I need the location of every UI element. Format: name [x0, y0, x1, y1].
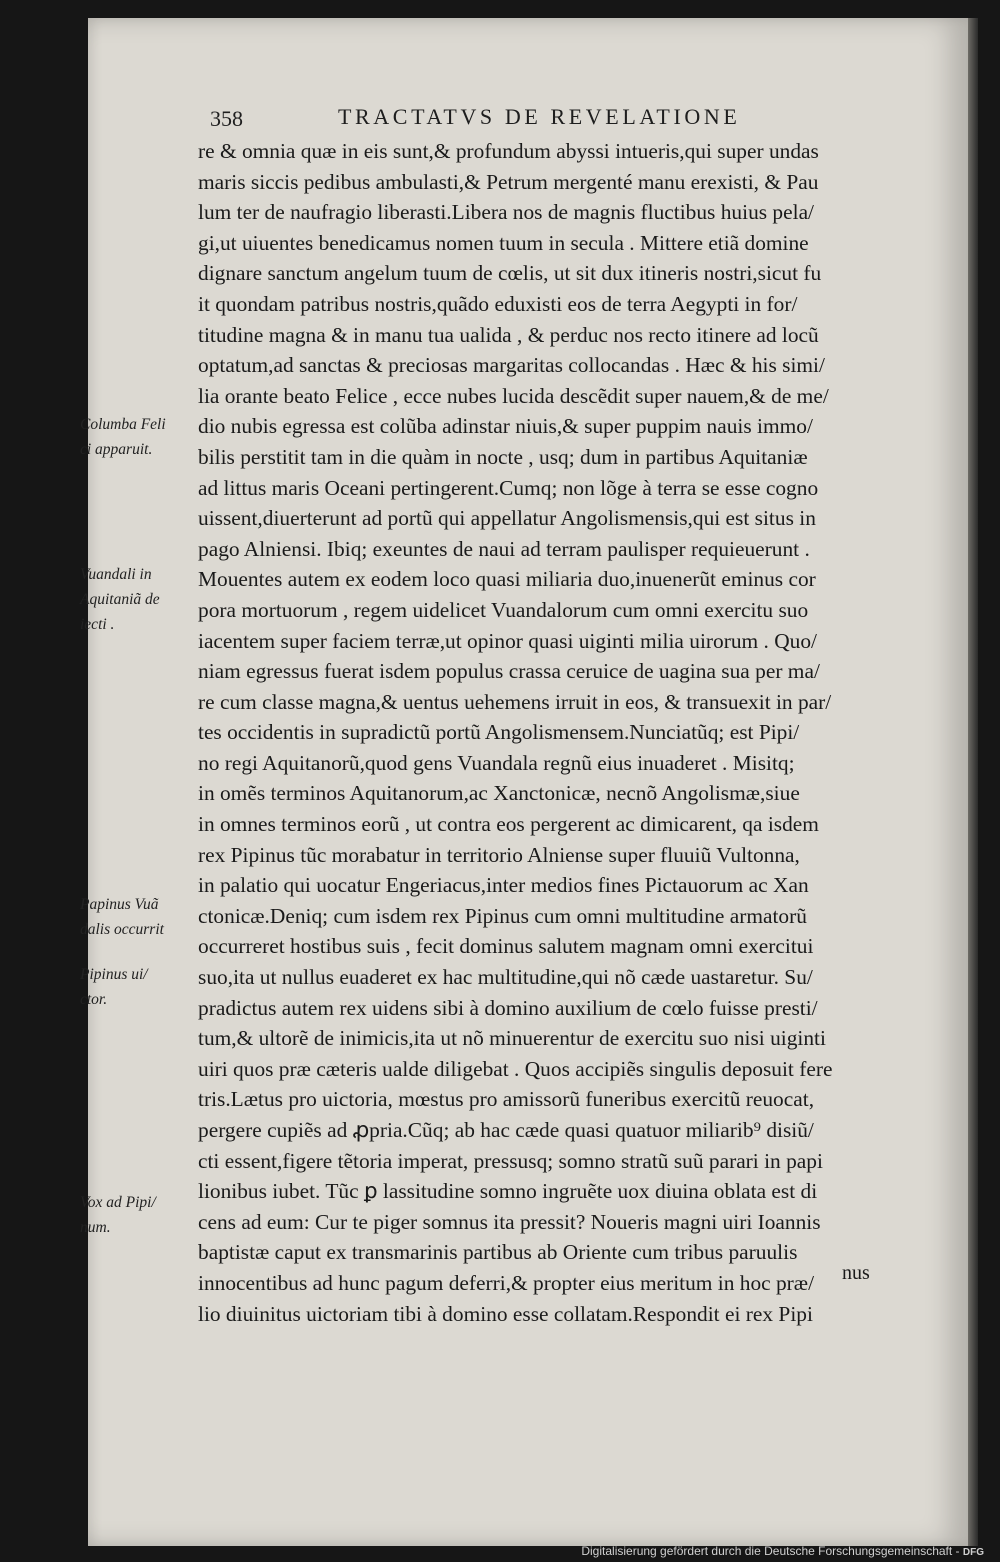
text-line: iacentem super faciem terræ,ut opinor quasi uiginti milia uirorum . Quo/ — [198, 628, 817, 653]
text-line: cti essent,figere tẽtoria imperat, pressusq; somno stratũ suũ parari in papi — [198, 1148, 823, 1173]
text-line: innocentibus ad hunc pagum deferri,& propter eius meritum in hoc præ/ — [198, 1270, 815, 1295]
text-line: bilis perstitit tam in die quàm in nocte , usq; dum in partibus Aquitaniæ — [198, 444, 808, 469]
marginal-note-vuandali — [80, 562, 192, 637]
page-edge-shadow — [968, 18, 978, 1546]
text-line: pora mortuorum , regem uidelicet Vuandalorum cum omni exercitu suo — [198, 597, 809, 622]
text-line: in omnes terminos eorũ , ut contra eos pergerent ac dimicarent, qa isdem — [198, 812, 819, 837]
marginal-note-line: Columba Feli — [80, 416, 166, 433]
text-line: lio diuinitus uictoriam tibi à domino esse collatam.Respondit ei rex Pipi — [198, 1301, 813, 1326]
marginal-note-line: Vuandali in — [80, 566, 152, 583]
dfg-logo: DFG — [962, 1547, 984, 1558]
text-line: Mouentes autem ex eodem loco quasi miliaria duo,inuenerũt eminus cor — [198, 567, 816, 592]
text-line: dio nubis egressa est colũba adinstar niuis,& super puppim nauis immo/ — [198, 414, 813, 439]
text-line: dignare sanctum angelum tuum de cœlis, ut sit dux itineris nostri,sicut fu — [198, 261, 822, 286]
marginal-note-line: iecti . — [80, 616, 115, 633]
marginal-note-pipinus-victor — [80, 962, 192, 1012]
text-line: tris.Lætus pro uictoria, mœstus pro amissorũ funeribus exercitũ reuocat, — [198, 1087, 815, 1112]
credit-text: Digitalisierung gefördert durch die Deutsche Forschungsgemeinschaft - — [581, 1544, 960, 1558]
marginal-note-line: Pipinus ui/ — [80, 966, 148, 983]
text-line: occurreret hostibus suis , fecit dominus salutem magnam omni exercitui — [198, 934, 814, 959]
marginal-note-papinus — [80, 892, 192, 942]
running-title: TRACTATVS DE REVELATIONE — [338, 104, 741, 129]
text-line: in omẽs terminos Aquitanorum,ac Xanctonicæ, necnõ Angolismæ,siue — [198, 781, 800, 806]
marginal-note-line: ctor. — [80, 991, 108, 1008]
text-line: uissent,diuerterunt ad portũ qui appellatur Angolismensis,qui est situs in — [198, 506, 816, 531]
text-line: it quondam patribus nostris,quãdo eduxisti eos de terra Aegypti in for/ — [198, 291, 798, 316]
text-line: ctonicæ.Deniq; cum isdem rex Pipinus cum omni multitudine armatorũ — [198, 903, 807, 928]
marginal-note-vox — [80, 1190, 192, 1240]
text-line: pergere cupiẽs ad ꝓpria.Cũq; ab hac cæde quasi quatuor miliarib⁹ disiũ/ — [198, 1118, 814, 1142]
text-line: gi,ut uiuentes benedicamus nomen tuum in secula . Mittere etiã domine — [198, 230, 809, 255]
marginal-note-line: dalis occurrit — [80, 921, 164, 938]
marginal-note-line: Papinus Vuã — [80, 896, 159, 913]
main-text-block — [198, 136, 888, 1329]
text-line: titudine magna & in manu tua ualida , & perduc nos recto itinere ad locũ — [198, 322, 819, 347]
marginal-note-columba — [80, 412, 192, 462]
text-line: uiri quos præ cæteris ualde diligebat . Quos accipiẽs singulis deposuit fere — [198, 1056, 833, 1081]
text-line: maris siccis pedibus ambulasti,& Petrum mergenté manu erexisti, & Pau — [198, 169, 819, 194]
page-number: 358 — [210, 106, 243, 131]
text-line: optatum,ad sanctas & preciosas margaritas collocandas . Hæc & his simi/ — [198, 353, 825, 378]
text-line: baptistæ caput ex transmarinis partibus ab Oriente cum tribus paruulis — [198, 1240, 798, 1265]
marginal-note-line: num. — [80, 1219, 111, 1236]
text-line: cens ad eum: Cur te piger somnus ita pressit? Noueris magni uiri Ioannis — [198, 1209, 821, 1234]
digitization-credit — [581, 1544, 984, 1558]
text-line: rex Pipinus tũc morabatur in territorio Alniense super fluuiũ Vultonna, — [198, 842, 800, 867]
marginal-note-line: ci apparuit. — [80, 441, 153, 458]
text-line: niam egressus fuerat isdem populus crassa ceruice de uagina sua per ma/ — [198, 659, 820, 684]
text-line: in palatio qui uocatur Engeriacus,inter medios fines Pictauorum ac Xan — [198, 873, 809, 898]
text-line: re cum classe magna,& uentus uehemens irruit in eos, & transuexit in par/ — [198, 689, 832, 714]
text-line: tum,& ultorẽ de inimicis,ita ut nõ minuerentur de exercitu suo nisi uiginti — [198, 1026, 826, 1051]
marginal-note-line: Aquitaniã de — [80, 591, 160, 608]
text-line: tes occidentis in supradictũ portũ Angolismensem.Nunciatũq; est Pipi/ — [198, 720, 800, 745]
marginal-note-line: Vox ad Pipi/ — [80, 1194, 156, 1211]
text-line: lionibus iubet. Tũc ꝑ lassitudine somno ingruẽte uox diuina oblata est di — [198, 1179, 818, 1204]
text-line: suo,ita ut nullus euaderet ex hac multitudine,qui nõ cæde uastaretur. Su/ — [198, 965, 813, 990]
text-line: re & omnia quæ in eis sunt,& profundum abyssi intueris,qui super undas — [198, 139, 819, 163]
catchword: nus — [842, 1262, 870, 1284]
text-line: lum ter de naufragio liberasti.Libera nos de magnis fluctibus huius pela/ — [198, 200, 815, 225]
text-line: lia orante beato Felice , ecce nubes lucida descẽdit super nauem,& de me/ — [198, 383, 829, 408]
page-header — [210, 100, 830, 140]
text-line: no regi Aquitanorũ,quod gens Vuandala regnũ eius inuaderet . Misitq; — [198, 750, 795, 775]
text-line: pago Alniensi. Ibiq; exeuntes de naui ad terram paulisper requieuerunt . — [198, 536, 810, 561]
text-line: ad littus maris Oceani pertingerent.Cumq; non lõge à terra se esse cogno — [198, 475, 819, 500]
text-line: pradictus autem rex uidens sibi à domino auxilium de cœlo fuisse presti/ — [198, 995, 818, 1020]
